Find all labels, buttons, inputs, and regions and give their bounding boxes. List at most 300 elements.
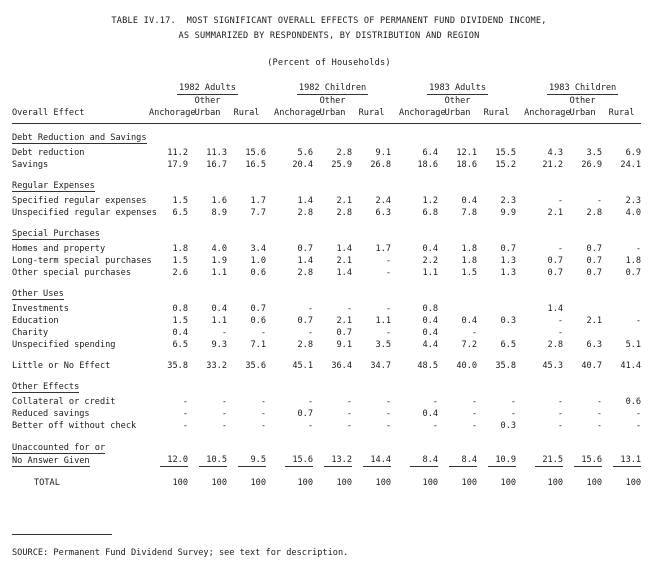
gap-cell — [266, 315, 274, 327]
gap-cell — [391, 396, 399, 408]
column-header-top — [274, 95, 313, 107]
group-header — [274, 82, 391, 95]
gap-cell — [516, 303, 524, 315]
value-cell: 0.8 — [172, 304, 188, 314]
value-cell: - — [221, 397, 227, 407]
value-cell — [563, 303, 602, 315]
table-row — [12, 195, 641, 207]
value-cell: 40.0 — [456, 361, 478, 371]
spacer-row — [12, 467, 641, 477]
column-header-top: Other — [444, 96, 471, 106]
group-header-row — [12, 82, 641, 95]
value-cell: 4.3 — [547, 148, 564, 158]
value-cell: 35.6 — [245, 361, 267, 371]
section-heading — [12, 381, 641, 393]
gap-cell — [266, 339, 274, 351]
row-label: Debt reduction — [12, 148, 85, 158]
value-cell: 15.5 — [495, 148, 517, 158]
gap-cell — [516, 454, 524, 467]
gap-cell — [391, 82, 399, 95]
value-cell — [438, 454, 477, 467]
table-row — [12, 315, 641, 327]
value-text: 9.5 — [238, 454, 266, 467]
section-heading-text: Other Effects — [12, 382, 80, 392]
gap-cell — [266, 327, 274, 339]
gap-cell — [516, 327, 524, 339]
value-cell: - — [385, 268, 392, 278]
gap-cell — [391, 327, 399, 339]
value-cell: 6.3 — [586, 340, 603, 350]
value-cell — [563, 327, 602, 339]
gap-cell — [516, 207, 524, 219]
value-cell: 2.1 — [586, 316, 603, 326]
value-text: 8.4 — [449, 454, 477, 467]
value-cell: 1.1 — [422, 268, 439, 278]
footer-rule — [12, 534, 112, 535]
gap-cell — [266, 477, 274, 489]
column-header-top-row — [12, 95, 641, 107]
value-cell: 7.8 — [461, 208, 478, 218]
value-cell: 17.9 — [167, 160, 188, 170]
gap-cell — [391, 303, 399, 315]
value-cell: - — [557, 397, 564, 407]
value-text: 13.1 — [613, 454, 641, 467]
gap-cell — [516, 147, 524, 159]
value-cell: - — [182, 421, 188, 431]
column-header: Urban — [569, 108, 596, 118]
value-cell — [227, 454, 266, 467]
value-cell: - — [385, 409, 392, 419]
value-cell: - — [260, 397, 267, 407]
row-label: Long-term special purchases — [12, 256, 152, 266]
value-cell: 0.7 — [547, 256, 564, 266]
value-cell: 11.3 — [206, 148, 227, 158]
value-cell: 33.2 — [206, 361, 227, 371]
value-cell: 11.2 — [167, 148, 188, 158]
row-label — [12, 442, 641, 454]
value-cell: 100 — [211, 478, 227, 488]
gap-cell — [391, 267, 399, 279]
section-heading-text: Debt Reduction and Savings — [12, 133, 147, 143]
value-cell: 48.5 — [417, 361, 439, 371]
gap-cell — [266, 420, 274, 432]
value-cell: 1.5 — [172, 256, 188, 266]
table-row — [12, 360, 641, 372]
row-label: Savings — [12, 160, 49, 170]
value-cell: 0.7 — [297, 244, 314, 254]
group-header-label: 1982 Children — [298, 83, 367, 93]
row-label: Better off without check — [12, 421, 137, 431]
value-cell: 6.8 — [422, 208, 439, 218]
value-cell: 0.7 — [586, 256, 603, 266]
table-row — [12, 267, 641, 279]
value-cell: 9.3 — [211, 340, 227, 350]
value-cell: 0.4 — [422, 328, 439, 338]
gap-cell — [391, 408, 399, 420]
value-cell — [438, 303, 477, 315]
column-header-top — [149, 95, 188, 107]
value-cell: - — [596, 397, 603, 407]
value-cell: - — [557, 196, 564, 206]
value-cell: 0.3 — [500, 316, 517, 326]
value-cell: 16.5 — [245, 160, 267, 170]
value-cell: 2.8 — [297, 208, 314, 218]
value-cell: 25.9 — [331, 160, 353, 170]
value-cell: 1.9 — [211, 256, 227, 266]
column-header-top: Other — [569, 96, 596, 106]
spacer-row — [12, 351, 641, 360]
section-heading-row — [12, 288, 641, 300]
table-row — [12, 396, 641, 408]
column-header-top — [227, 95, 266, 107]
value-cell: 41.4 — [620, 361, 642, 371]
value-cell: 1.4 — [336, 268, 353, 278]
gap-cell — [391, 255, 399, 267]
gap-cell — [266, 454, 274, 467]
value-cell: 8.9 — [211, 208, 227, 218]
value-cell: 3.5 — [375, 340, 392, 350]
value-cell: - — [260, 421, 267, 431]
value-text: 10.9 — [488, 454, 516, 467]
value-cell: 1.3 — [500, 268, 517, 278]
spacer-row — [12, 279, 641, 288]
value-cell: 9.9 — [500, 208, 517, 218]
value-cell: - — [557, 409, 564, 419]
value-cell: - — [385, 304, 392, 314]
gap-cell — [391, 243, 399, 255]
value-cell: 100 — [297, 478, 314, 488]
value-cell: 35.8 — [167, 361, 188, 371]
value-cell: 100 — [375, 478, 392, 488]
spacer-cell — [12, 124, 641, 133]
column-header: Urban — [444, 108, 471, 118]
value-cell: - — [385, 256, 392, 266]
value-cell: 4.0 — [211, 244, 227, 254]
value-cell: - — [385, 421, 392, 431]
gap-cell — [266, 396, 274, 408]
row-label: Little or No Effect — [12, 361, 111, 371]
value-cell: 5.6 — [297, 148, 314, 158]
value-cell: - — [307, 421, 314, 431]
table-row — [12, 327, 641, 339]
section-heading — [12, 180, 641, 192]
table-row — [12, 147, 641, 159]
spacer-cell — [12, 171, 641, 180]
gap-cell — [266, 267, 274, 279]
gap-cell — [266, 243, 274, 255]
spacer-row — [12, 432, 641, 442]
table-row — [12, 243, 641, 255]
value-cell: 2.8 — [297, 340, 314, 350]
value-cell: 20.4 — [292, 160, 314, 170]
table-row — [12, 408, 641, 420]
value-cell: 1.6 — [211, 196, 227, 206]
section-heading — [12, 228, 641, 240]
value-cell: 100 — [336, 478, 353, 488]
gap-cell — [391, 420, 399, 432]
value-cell: 0.6 — [250, 268, 267, 278]
value-cell — [188, 454, 227, 467]
gap-cell — [266, 255, 274, 267]
row-label — [12, 454, 149, 467]
table-row — [12, 442, 641, 454]
value-cell: 18.6 — [456, 160, 478, 170]
gap-cell — [266, 303, 274, 315]
column-header: Urban — [319, 108, 346, 118]
value-cell: 2.1 — [336, 196, 353, 206]
value-cell: - — [221, 328, 227, 338]
value-cell: 1.7 — [375, 244, 392, 254]
value-cell: 45.1 — [292, 361, 314, 371]
value-cell: - — [471, 397, 478, 407]
value-cell: 0.4 — [422, 316, 439, 326]
value-cell: 0.7 — [336, 328, 353, 338]
row-label-text: Unaccounted for or — [12, 443, 106, 453]
section-heading-row — [12, 381, 641, 393]
row-label: TOTAL — [34, 478, 60, 488]
value-cell: 1.8 — [625, 256, 642, 266]
value-cell: 26.8 — [370, 160, 392, 170]
spacer-cell — [12, 372, 641, 381]
value-cell: 36.4 — [331, 361, 353, 371]
column-header: Anchorage — [149, 108, 196, 118]
value-cell: - — [596, 196, 603, 206]
value-cell: 0.4 — [461, 196, 478, 206]
value-cell: 0.4 — [211, 304, 227, 314]
value-cell: - — [385, 397, 392, 407]
value-cell: 2.8 — [547, 340, 564, 350]
value-cell: 2.3 — [500, 196, 517, 206]
value-cell: - — [260, 328, 267, 338]
value-cell: 0.7 — [625, 268, 642, 278]
value-cell: 1.8 — [461, 244, 478, 254]
value-cell: - — [635, 244, 642, 254]
row-label: Other special purchases — [12, 268, 131, 278]
spacer-cell — [12, 219, 641, 228]
column-header-top — [399, 95, 438, 107]
value-cell: - — [557, 244, 564, 254]
value-cell: - — [510, 397, 517, 407]
value-cell — [399, 454, 438, 467]
value-cell: 7.2 — [461, 340, 478, 350]
row-label: Specified regular expenses — [12, 196, 147, 206]
gap-cell — [266, 95, 274, 107]
stub-header: Overall Effect — [12, 108, 85, 118]
value-cell: 100 — [586, 478, 603, 488]
value-cell: 6.5 — [172, 208, 188, 218]
value-cell: 1.5 — [172, 196, 188, 206]
gap-cell — [391, 159, 399, 171]
value-cell — [602, 454, 641, 467]
value-cell: 1.7 — [250, 196, 267, 206]
row-label: Homes and property — [12, 244, 106, 254]
table-row — [12, 255, 641, 267]
value-cell: 2.8 — [586, 208, 603, 218]
gap-cell — [516, 95, 524, 107]
value-cell — [477, 327, 516, 339]
value-cell: 2.1 — [547, 208, 564, 218]
value-cell: 100 — [422, 478, 439, 488]
value-cell: 16.7 — [206, 160, 227, 170]
value-cell: 1.1 — [375, 316, 392, 326]
value-text: 14.4 — [363, 454, 391, 467]
value-cell: 6.5 — [500, 340, 517, 350]
value-cell: 1.4 — [547, 304, 564, 314]
value-cell: - — [471, 409, 478, 419]
section-heading-row — [12, 180, 641, 192]
value-cell: 24.1 — [620, 160, 642, 170]
data-table — [12, 82, 641, 489]
stub-blank — [12, 95, 149, 107]
value-cell: - — [182, 409, 188, 419]
value-cell: 0.4 — [172, 328, 188, 338]
value-cell: - — [510, 409, 517, 419]
value-cell: 0.7 — [297, 409, 314, 419]
value-cell: 15.6 — [245, 148, 267, 158]
value-cell: - — [307, 328, 314, 338]
value-cell: - — [221, 421, 227, 431]
row-label: Education — [12, 316, 59, 326]
group-header — [149, 82, 266, 95]
value-cell: 3.5 — [586, 148, 603, 158]
column-header: Rural — [233, 108, 260, 118]
spacer-row — [12, 171, 641, 180]
gap-cell — [516, 420, 524, 432]
value-cell: 1.2 — [422, 196, 439, 206]
group-header-label: 1982 Adults — [179, 83, 236, 93]
value-text: 13.2 — [324, 454, 352, 467]
value-cell: 35.8 — [495, 361, 517, 371]
value-cell: - — [346, 409, 353, 419]
value-text: 15.6 — [285, 454, 313, 467]
column-header: Anchorage — [274, 108, 321, 118]
gap-cell — [391, 207, 399, 219]
source-note: SOURCE: Permanent Fund Dividend Survey; see text for description. — [12, 548, 349, 558]
row-label: Unspecified spending — [12, 340, 116, 350]
value-cell: 1.0 — [250, 256, 267, 266]
gap-cell — [516, 408, 524, 420]
value-cell: 2.1 — [336, 256, 353, 266]
value-cell: - — [596, 421, 603, 431]
value-cell: - — [557, 316, 564, 326]
value-cell: 0.7 — [500, 244, 517, 254]
value-cell — [602, 303, 641, 315]
section-heading — [12, 132, 641, 144]
gap-cell — [516, 339, 524, 351]
value-text: 10.5 — [199, 454, 227, 467]
value-cell: 5.1 — [625, 340, 642, 350]
section-heading-text: Regular Expenses — [12, 181, 95, 191]
value-cell: 6.9 — [625, 148, 642, 158]
value-cell: 6.5 — [172, 340, 188, 350]
value-cell — [477, 454, 516, 467]
value-cell: 1.1 — [211, 316, 227, 326]
value-text: 12.0 — [160, 454, 188, 467]
value-cell: 4.4 — [422, 340, 439, 350]
column-header: Rural — [483, 108, 510, 118]
value-cell: 45.3 — [542, 361, 564, 371]
value-cell — [477, 303, 516, 315]
gap-cell — [516, 360, 524, 372]
column-header: Anchorage — [399, 108, 446, 118]
value-cell: 1.5 — [461, 268, 478, 278]
value-cell: 1.3 — [500, 256, 517, 266]
value-cell: 0.7 — [586, 244, 603, 254]
row-label: Reduced savings — [12, 409, 90, 419]
row-label: Collateral or credit — [12, 397, 116, 407]
value-cell: 100 — [625, 478, 642, 488]
value-cell: 18.6 — [417, 160, 439, 170]
gap-cell — [516, 396, 524, 408]
row-label-text: No Answer Given — [12, 455, 90, 466]
value-cell: - — [635, 409, 642, 419]
gap-cell — [266, 195, 274, 207]
value-cell: 21.2 — [542, 160, 564, 170]
value-cell — [274, 454, 313, 467]
value-cell: 2.8 — [336, 148, 353, 158]
value-cell: 1.4 — [297, 196, 314, 206]
gap-cell — [391, 360, 399, 372]
value-cell — [313, 454, 352, 467]
value-cell: - — [471, 328, 478, 338]
value-cell: 9.1 — [375, 148, 392, 158]
value-cell: - — [346, 421, 353, 431]
table-subtitle: (Percent of Households) — [267, 58, 391, 68]
column-header: Rural — [358, 108, 385, 118]
value-cell: 0.3 — [500, 421, 517, 431]
column-header-top — [352, 95, 391, 107]
value-cell — [352, 454, 391, 467]
gap-cell — [391, 195, 399, 207]
value-text: 8.4 — [410, 454, 438, 467]
value-cell: 0.7 — [250, 304, 267, 314]
value-cell: 6.4 — [422, 148, 439, 158]
value-cell: 15.2 — [495, 160, 517, 170]
value-cell: - — [307, 304, 314, 314]
section-heading-text: Special Purchases — [12, 229, 100, 239]
value-cell: - — [385, 328, 392, 338]
value-cell: 100 — [547, 478, 564, 488]
value-cell: 4.0 — [625, 208, 642, 218]
value-cell: 1.8 — [461, 256, 478, 266]
value-cell: - — [346, 397, 353, 407]
gap-cell — [391, 315, 399, 327]
column-header-top — [477, 95, 516, 107]
value-cell: - — [260, 409, 267, 419]
table-row — [12, 303, 641, 315]
value-cell: 0.7 — [586, 268, 603, 278]
gap-cell — [266, 147, 274, 159]
value-cell: 100 — [172, 478, 188, 488]
value-cell: 100 — [250, 478, 267, 488]
section-heading-row — [12, 132, 641, 144]
value-cell: - — [557, 421, 564, 431]
gap-cell — [516, 159, 524, 171]
value-cell: 1.4 — [336, 244, 353, 254]
row-label: Unspecified regular expenses — [12, 208, 157, 218]
value-cell: - — [182, 397, 188, 407]
value-cell: 1.1 — [211, 268, 227, 278]
value-cell: 0.4 — [461, 316, 478, 326]
gap-cell — [516, 315, 524, 327]
value-cell: 2.1 — [336, 316, 353, 326]
value-cell: 9.1 — [336, 340, 353, 350]
gap-cell — [266, 82, 274, 95]
column-header-row — [12, 107, 641, 119]
row-label: Investments — [12, 304, 69, 314]
value-cell: 7.7 — [250, 208, 267, 218]
gap-cell — [516, 107, 524, 119]
